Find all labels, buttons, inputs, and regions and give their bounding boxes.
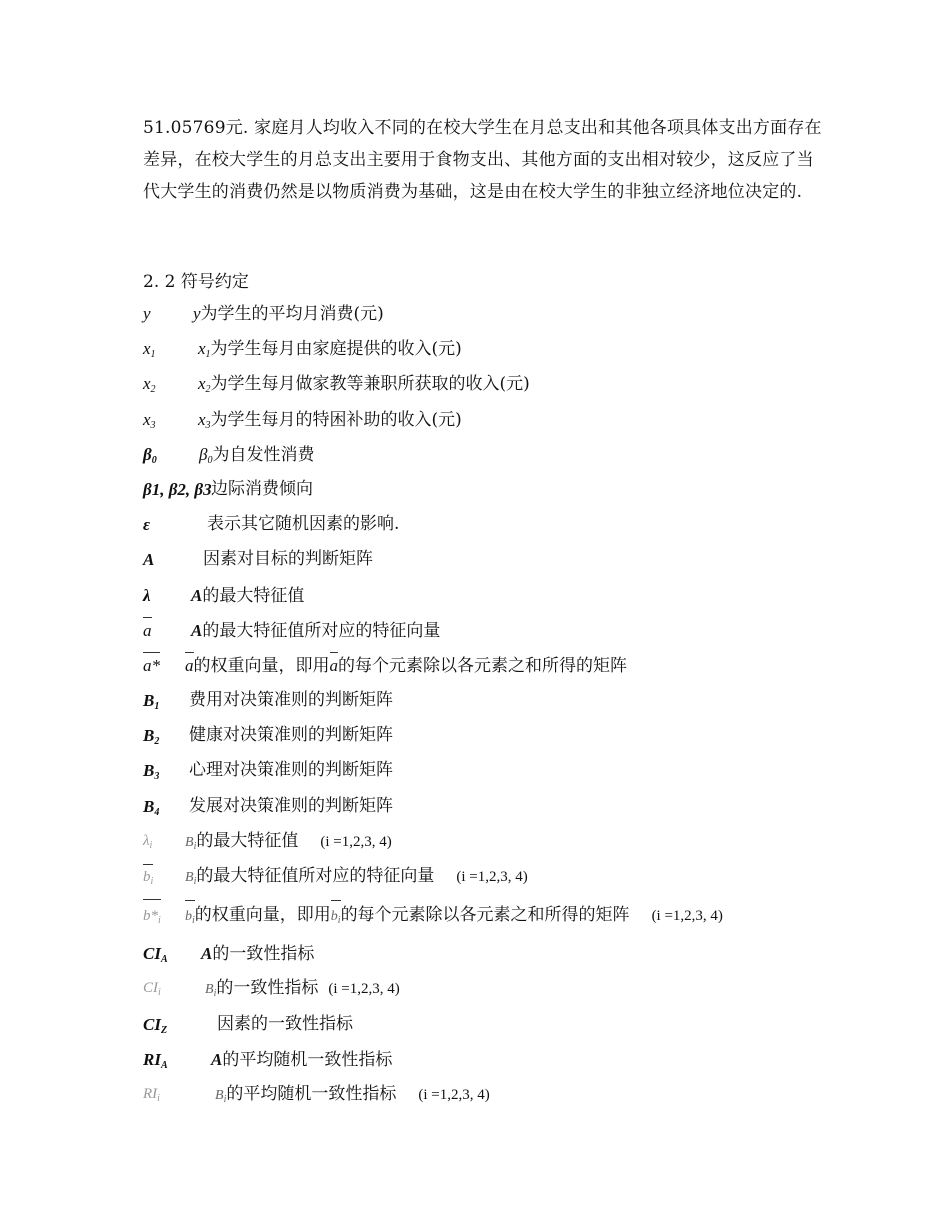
symbol-description: 因素对目标的判断矩阵 bbox=[203, 549, 373, 570]
symbol: a bbox=[143, 613, 152, 648]
symbol-row bbox=[143, 971, 843, 1006]
section-heading: 2. 2 符号约定 bbox=[143, 272, 249, 292]
symbol-row bbox=[143, 366, 843, 401]
symbol-description: 健康对决策准则的判断矩阵 bbox=[189, 725, 393, 746]
symbol: $B_4$ bbox=[143, 796, 160, 818]
symbol-description: A的最大特征值所对应的特征向量 bbox=[191, 620, 441, 641]
symbol: λ bbox=[143, 585, 151, 605]
symbol-description: A的平均随机一致性指标 bbox=[211, 1049, 393, 1070]
symbol-row bbox=[143, 507, 843, 542]
symbol-row bbox=[143, 296, 843, 331]
body-paragraph: 51.05769元. 家庭月人均收入不同的在校大学生在月总支出和其他各项具体支出方面存在差异，在校大学生的月总支出主要用于食物支出、其他方面的支出相对较少，这反应了当代大学生的消费仍然是以物质消费为基础，这是由在校大学生的非独立经济地位决定的. bbox=[143, 118, 822, 202]
symbol: $x_2$ bbox=[143, 374, 156, 396]
symbol: a* bbox=[143, 648, 160, 683]
symbol-row bbox=[143, 1042, 843, 1077]
symbol: y bbox=[143, 304, 151, 323]
symbol-row bbox=[143, 859, 843, 894]
symbol-row bbox=[143, 789, 843, 824]
symbol-row bbox=[143, 1077, 843, 1112]
symbol-description: 边际消费倾向 bbox=[211, 478, 313, 499]
symbol: A bbox=[143, 550, 155, 570]
symbol: $CI_Z$ bbox=[143, 1014, 168, 1036]
symbol: $CI_A$ bbox=[143, 944, 168, 966]
symbol: β1, β2, β3 bbox=[143, 479, 212, 499]
symbol-description: 因素的一致性指标 bbox=[217, 1013, 353, 1034]
symbol-description: $b_i$的权重向量，即用$b_i$的每个元素除以各元素之和所得的矩阵 (i =1,2,3, 4) bbox=[185, 894, 723, 942]
symbol-row bbox=[143, 936, 843, 971]
symbol-description: 费用对决策准则的判断矩阵 bbox=[189, 690, 393, 711]
symbol-description: 表示其它随机因素的影响. bbox=[207, 514, 400, 535]
symbol-list bbox=[143, 296, 843, 1112]
symbol-description: 心理对决策准则的判断矩阵 bbox=[189, 760, 393, 781]
symbol: $B_2$ bbox=[143, 726, 160, 748]
symbol-description: $x_1$为学生每月由家庭提供的收入(元) bbox=[198, 339, 462, 361]
symbol-description: 发展对决策准则的判断矩阵 bbox=[189, 795, 393, 816]
symbol: ε bbox=[143, 515, 150, 535]
symbol: $b*_i$ bbox=[143, 895, 161, 942]
symbol: $B_1$ bbox=[143, 691, 160, 713]
symbol-row bbox=[143, 824, 843, 859]
symbol-description: A的最大特征值 bbox=[191, 585, 305, 606]
symbol-row bbox=[143, 718, 843, 753]
symbol-row bbox=[143, 472, 843, 507]
symbol-row bbox=[143, 894, 843, 936]
symbol-description: $\beta_0$为自发性消费 bbox=[199, 444, 315, 466]
symbol: $\lambda_i$ bbox=[143, 832, 153, 851]
symbol-row bbox=[143, 331, 843, 366]
symbol-description: $B_i$的最大特征值所对应的特征向量 (i =1,2,3, 4) bbox=[185, 866, 528, 887]
symbol-row bbox=[143, 613, 843, 648]
symbol: $x_3$ bbox=[143, 409, 156, 431]
symbol: $CI_i$ bbox=[143, 980, 161, 999]
symbol: $\beta_0$ bbox=[143, 444, 157, 466]
symbol-description: $x_3$为学生每月的特困补助的收入(元) bbox=[198, 409, 462, 431]
symbol: $x_1$ bbox=[143, 339, 156, 361]
symbol-row bbox=[143, 648, 843, 683]
symbol-row bbox=[143, 578, 843, 613]
symbol-description: $B_i$的最大特征值 (i =1,2,3, 4) bbox=[185, 830, 392, 852]
symbol: $B_3$ bbox=[143, 761, 160, 783]
symbol: $RI_i$ bbox=[143, 1085, 160, 1104]
symbol-row bbox=[143, 683, 843, 718]
symbol-description: $B_i$的平均随机一致性指标 (i =1,2,3, 4) bbox=[215, 1083, 490, 1105]
symbol-row bbox=[143, 402, 843, 437]
symbol-description: a的权重向量，即用a的每个元素除以各元素之和所得的矩阵 bbox=[185, 648, 627, 684]
symbol-row bbox=[143, 542, 843, 577]
symbol: $RI_A$ bbox=[143, 1049, 168, 1071]
symbol-row bbox=[143, 1007, 843, 1042]
symbol-description: y为学生的平均月消费(元) bbox=[193, 304, 384, 324]
symbol-description: $B_i$的一致性指标 (i =1,2,3, 4) bbox=[205, 978, 400, 1000]
symbol-description: $x_2$为学生每月做家教等兼职所获取的收入(元) bbox=[198, 374, 530, 396]
symbol-description: A的一致性指标 bbox=[201, 944, 315, 965]
symbol-row bbox=[143, 753, 843, 788]
symbol-row bbox=[143, 437, 843, 472]
symbol: $b_i$ bbox=[143, 860, 153, 899]
